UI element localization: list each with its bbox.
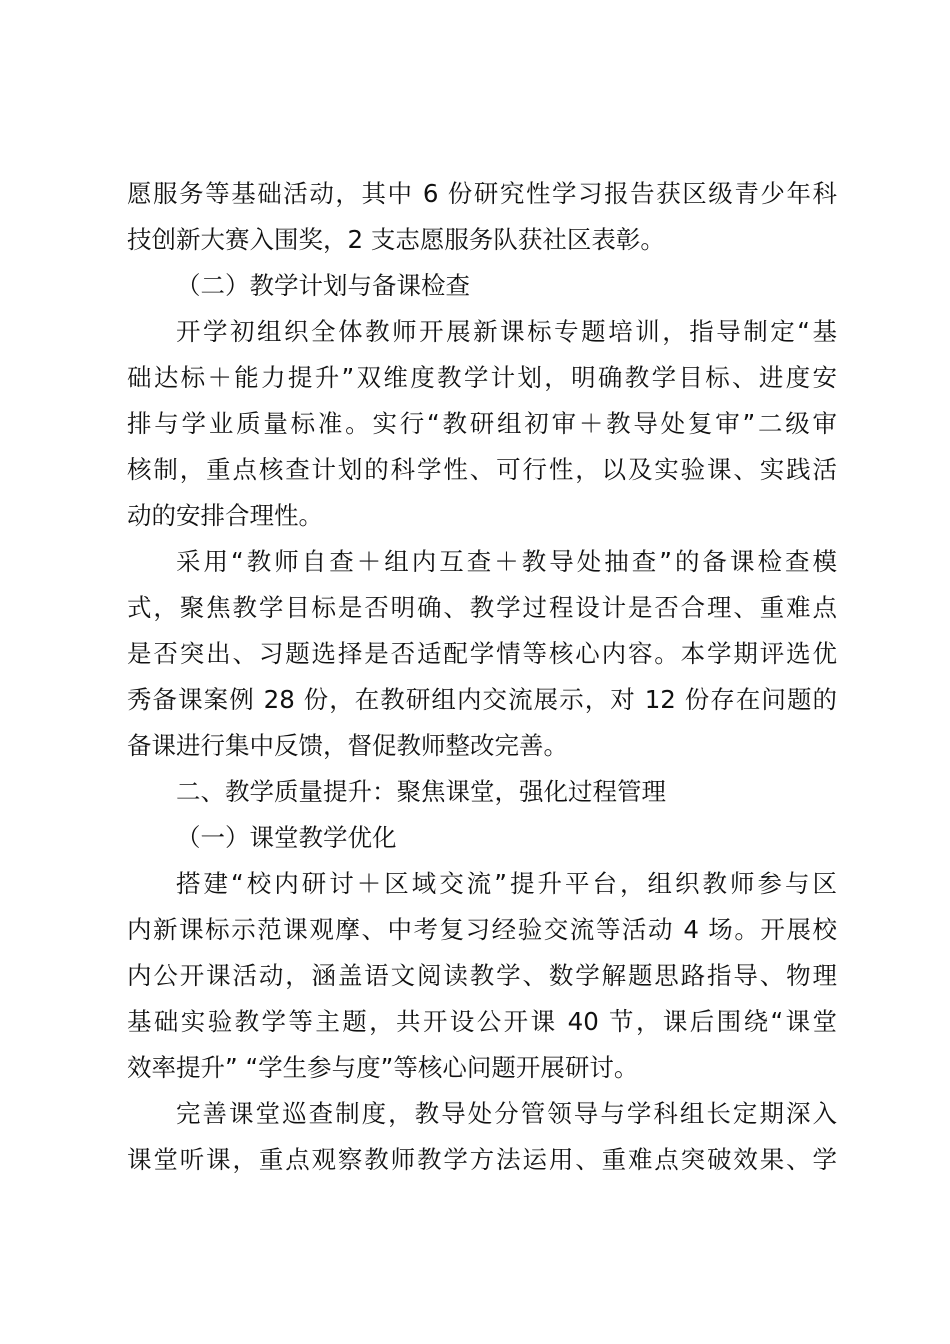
paragraph-line: 备课进行集中反馈，督促教师整改完善。 [127, 731, 568, 760]
paragraph-line: 基础实验教学等主题，共开设公开课 40 节，课后围绕“课堂 [127, 1007, 837, 1036]
paragraph-line: 排与学业质量标准。实行“教研组初审＋教导处复审”二级审 [127, 409, 837, 438]
section-heading: （二）教学计划与备课检查 [176, 271, 470, 300]
paragraph-line: 内新课标示范课观摩、中考复习经验交流等活动 4 场。开展校 [127, 915, 837, 944]
paragraph-line: 动的安排合理性。 [127, 501, 323, 530]
paragraph-line: 核制，重点核查计划的科学性、可行性，以及实验课、实践活 [127, 455, 837, 484]
paragraph-line: 础达标＋能力提升”双维度教学计划，明确教学目标、进度安 [127, 363, 837, 392]
paragraph-line: 效率提升” “学生参与度”等核心问题开展研讨。 [127, 1053, 639, 1082]
section-heading: （一）课堂教学优化 [176, 823, 397, 852]
paragraph-line: 是否突出、习题选择是否适配学情等核心内容。本学期评选优 [127, 639, 837, 668]
paragraph-line: 完善课堂巡查制度，教导处分管领导与学科组长定期深入 [176, 1099, 837, 1128]
chapter-heading: 二、教学质量提升：聚焦课堂，强化过程管理 [176, 777, 666, 806]
paragraph-line: 秀备课案例 28 份，在教研组内交流展示，对 12 份存在问题的 [127, 685, 837, 714]
paragraph-line: 愿服务等基础活动，其中 6 份研究性学习报告获区级青少年科 [127, 179, 837, 208]
paragraph-line: 技创新大赛入围奖，2 支志愿服务队获社区表彰。 [127, 225, 665, 254]
paragraph-line: 课堂听课，重点观察教师教学方法运用、重难点突破效果、学 [127, 1145, 837, 1174]
paragraph-line: 内公开课活动，涵盖语文阅读教学、数学解题思路指导、物理 [127, 961, 837, 990]
paragraph-line: 开学初组织全体教师开展新课标专题培训，指导制定“基 [176, 317, 837, 346]
paragraph-line: 搭建“校内研讨＋区域交流”提升平台，组织教师参与区 [176, 869, 837, 898]
paragraph-line: 式，聚焦教学目标是否明确、教学过程设计是否合理、重难点 [127, 593, 837, 622]
paragraph-line: 采用“教师自查＋组内互查＋教导处抽查”的备课检查模 [176, 547, 837, 576]
